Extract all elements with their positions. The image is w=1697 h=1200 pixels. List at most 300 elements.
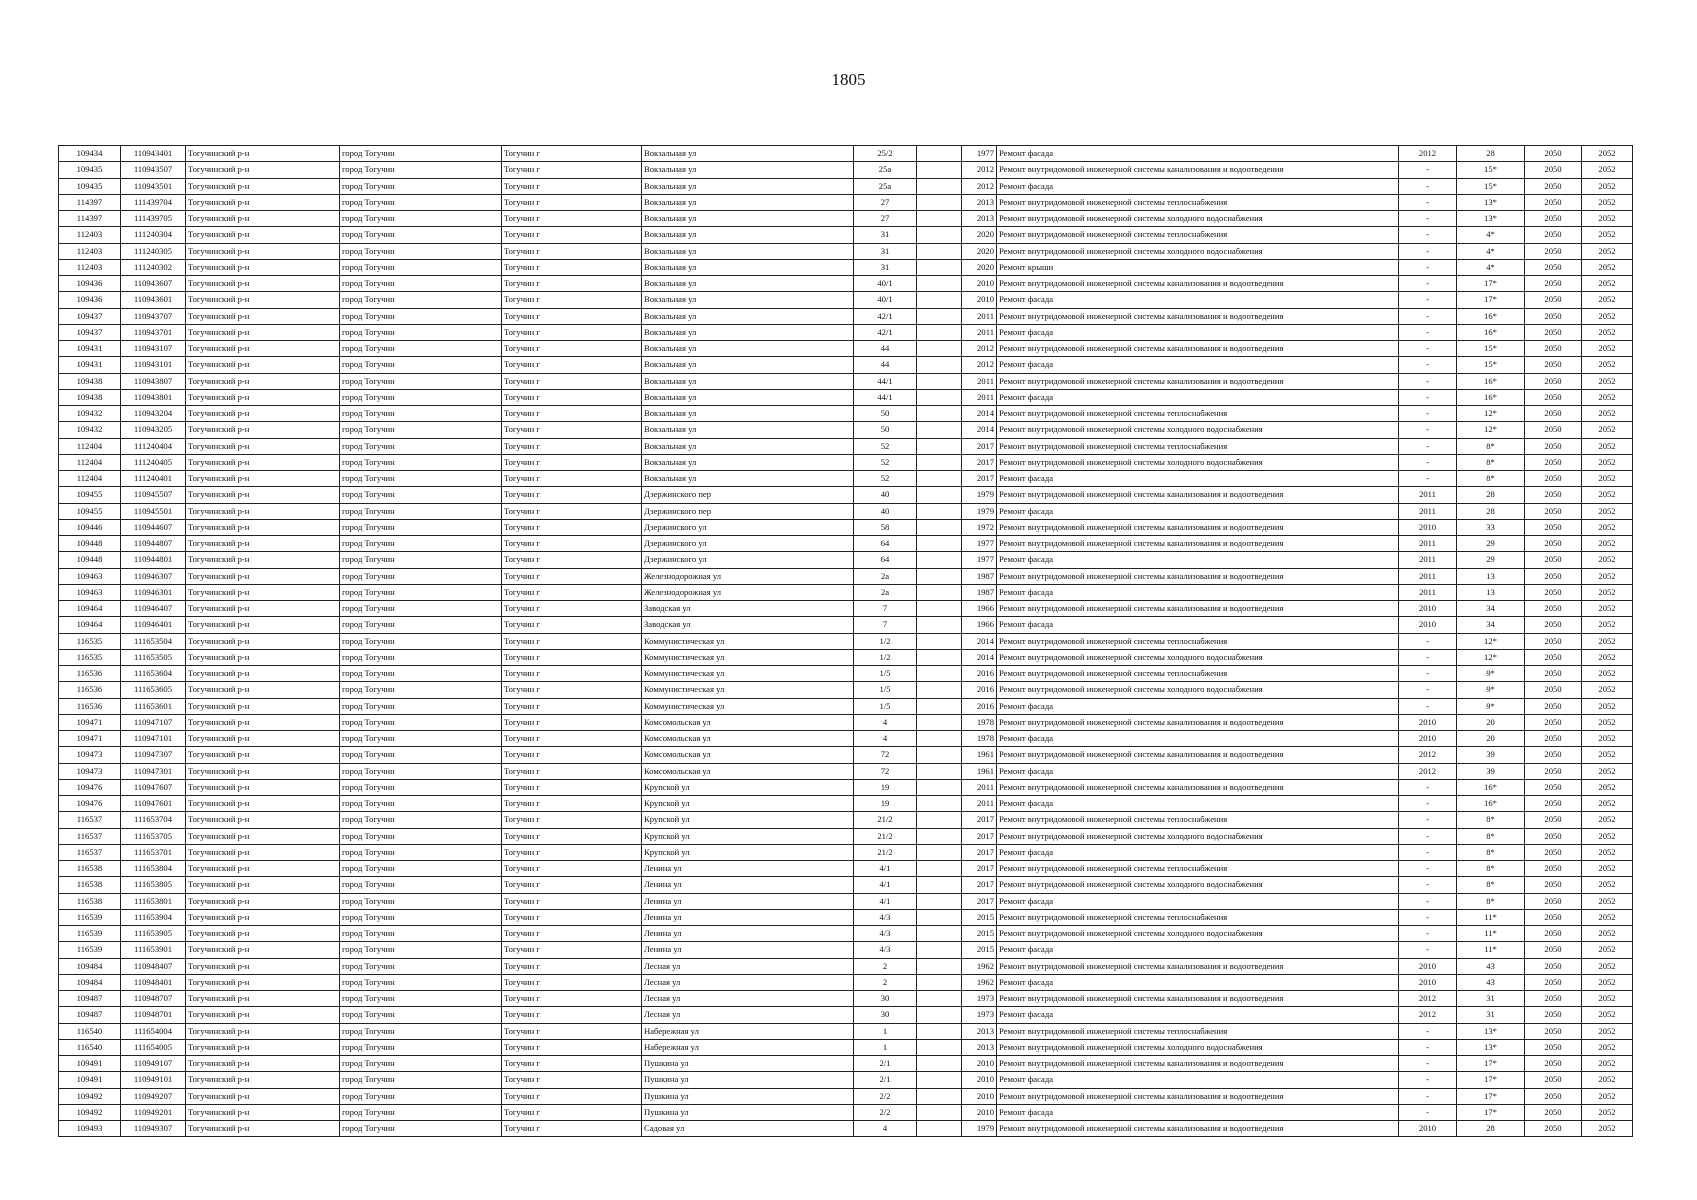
street-cell: Пушкина ул [642,1088,854,1104]
settlement-cell: Тогучин г [502,844,642,860]
district-cell: Тогучинский р-н [186,438,340,454]
district-cell: Тогучинский р-н [186,812,340,828]
build-year-cell: 1977 [962,552,997,568]
build-year-cell: 2010 [962,1104,997,1120]
street-cell: Дзержинского ул [642,536,854,552]
municipality-cell: город Тогучин [340,422,502,438]
work-id-cell: 110947107 [121,714,186,730]
age-cell: 29 [1457,552,1525,568]
plan-end-cell: 2052 [1582,747,1633,763]
street-cell: Вокзальная ул [642,357,854,373]
work-id-cell: 110948701 [121,1007,186,1023]
table-row [59,503,1633,519]
work-type-cell: Ремонт внутридомовой инженерной системы канализования и водоотведения [997,373,1399,389]
municipality-cell: город Тогучин [340,1072,502,1088]
table-row [59,406,1633,422]
table-row [59,276,1633,292]
repair-schedule-table [58,145,1633,1137]
house-number-cell: 72 [854,763,917,779]
work-type-cell: Ремонт внутридомовой инженерной системы канализования и водоотведения [997,341,1399,357]
build-year-cell: 2013 [962,1039,997,1055]
work-type-cell: Ремонт внутридомовой инженерной системы холодного водоснабжения [997,1039,1399,1055]
street-cell: Коммунистическая ул [642,633,854,649]
plan-start-cell: 2050 [1525,584,1582,600]
street-cell: Лесная ул [642,974,854,990]
district-cell: Тогучинский р-н [186,178,340,194]
municipality-cell: город Тогучин [340,324,502,340]
age-cell: 12* [1457,406,1525,422]
plan-start-cell: 2050 [1525,861,1582,877]
build-year-cell: 2016 [962,666,997,682]
municipality-cell: город Тогучин [340,519,502,535]
build-year-cell: 2020 [962,227,997,243]
plan-start-cell: 2050 [1525,568,1582,584]
table-row [59,324,1633,340]
settlement-cell: Тогучин г [502,389,642,405]
build-year-cell: 2013 [962,211,997,227]
blank-cell [917,747,962,763]
age-cell: 16* [1457,373,1525,389]
house-number-cell: 2 [854,974,917,990]
municipality-cell: город Тогучин [340,942,502,958]
table-row [59,536,1633,552]
house-number-cell: 2а [854,568,917,584]
house-number-cell: 64 [854,536,917,552]
street-cell: Комсомольская ул [642,714,854,730]
last-repair-year-cell: 2011 [1399,584,1457,600]
house-id-cell: 109438 [59,373,121,389]
build-year-cell: 2017 [962,471,997,487]
municipality-cell: город Тогучин [340,844,502,860]
age-cell: 13* [1457,194,1525,210]
house-id-cell: 116539 [59,926,121,942]
blank-cell [917,389,962,405]
house-number-cell: 1/5 [854,682,917,698]
table-row [59,471,1633,487]
settlement-cell: Тогучин г [502,779,642,795]
build-year-cell: 1973 [962,991,997,1007]
street-cell: Дзержинского ул [642,552,854,568]
street-cell: Вокзальная ул [642,243,854,259]
house-id-cell: 116536 [59,666,121,682]
district-cell: Тогучинский р-н [186,666,340,682]
blank-cell [917,454,962,470]
plan-start-cell: 2050 [1525,747,1582,763]
work-type-cell: Ремонт фасада [997,146,1399,162]
plan-end-cell: 2052 [1582,714,1633,730]
page-number: 1805 [831,70,866,89]
municipality-cell: город Тогучин [340,1121,502,1137]
work-type-cell: Ремонт фасада [997,178,1399,194]
last-repair-year-cell: - [1399,341,1457,357]
plan-end-cell: 2052 [1582,1056,1633,1072]
plan-end-cell: 2052 [1582,454,1633,470]
age-cell: 13* [1457,1039,1525,1055]
work-id-cell: 110946407 [121,601,186,617]
work-id-cell: 110947301 [121,763,186,779]
district-cell: Тогучинский р-н [186,617,340,633]
table-row [59,909,1633,925]
work-type-cell: Ремонт внутридомовой инженерной системы канализования и водоотведения [997,1121,1399,1137]
house-number-cell: 4/1 [854,877,917,893]
build-year-cell: 2010 [962,1072,997,1088]
house-number-cell: 52 [854,471,917,487]
work-type-cell: Ремонт внутридомовой инженерной системы канализования и водоотведения [997,958,1399,974]
house-number-cell: 19 [854,796,917,812]
settlement-cell: Тогучин г [502,243,642,259]
work-type-cell: Ремонт фасада [997,1072,1399,1088]
plan-end-cell: 2052 [1582,698,1633,714]
settlement-cell: Тогучин г [502,942,642,958]
build-year-cell: 1972 [962,519,997,535]
last-repair-year-cell: - [1399,194,1457,210]
settlement-cell: Тогучин г [502,649,642,665]
work-id-cell: 110946401 [121,617,186,633]
work-type-cell: Ремонт фасада [997,357,1399,373]
house-id-cell: 116540 [59,1023,121,1039]
work-id-cell: 111654005 [121,1039,186,1055]
table-row [59,308,1633,324]
house-id-cell: 109464 [59,617,121,633]
house-number-cell: 1 [854,1039,917,1055]
work-id-cell: 110945507 [121,487,186,503]
work-id-cell: 110946301 [121,584,186,600]
table-row [59,649,1633,665]
district-cell: Тогучинский р-н [186,454,340,470]
blank-cell [917,324,962,340]
work-id-cell: 111654004 [121,1023,186,1039]
house-number-cell: 1/5 [854,666,917,682]
build-year-cell: 2017 [962,828,997,844]
municipality-cell: город Тогучин [340,454,502,470]
age-cell: 4* [1457,243,1525,259]
plan-start-cell: 2050 [1525,893,1582,909]
settlement-cell: Тогучин г [502,162,642,178]
street-cell: Ленина ул [642,942,854,958]
municipality-cell: город Тогучин [340,487,502,503]
work-id-cell: 110943807 [121,373,186,389]
settlement-cell: Тогучин г [502,406,642,422]
house-number-cell: 31 [854,243,917,259]
blank-cell [917,958,962,974]
municipality-cell: город Тогучин [340,926,502,942]
build-year-cell: 2014 [962,406,997,422]
house-number-cell: 25а [854,162,917,178]
age-cell: 15* [1457,341,1525,357]
district-cell: Тогучинский р-н [186,584,340,600]
age-cell: 15* [1457,178,1525,194]
age-cell: 12* [1457,633,1525,649]
street-cell: Ленина ул [642,893,854,909]
age-cell: 16* [1457,796,1525,812]
settlement-cell: Тогучин г [502,1104,642,1120]
work-id-cell: 110949107 [121,1056,186,1072]
blank-cell [917,861,962,877]
plan-start-cell: 2050 [1525,682,1582,698]
build-year-cell: 1966 [962,601,997,617]
street-cell: Лесная ул [642,991,854,1007]
plan-end-cell: 2052 [1582,503,1633,519]
age-cell: 8* [1457,828,1525,844]
work-type-cell: Ремонт фасада [997,292,1399,308]
blank-cell [917,552,962,568]
plan-start-cell: 2050 [1525,877,1582,893]
build-year-cell: 2013 [962,194,997,210]
blank-cell [917,1088,962,1104]
street-cell: Вокзальная ул [642,308,854,324]
district-cell: Тогучинский р-н [186,958,340,974]
last-repair-year-cell: 2012 [1399,747,1457,763]
blank-cell [917,942,962,958]
district-cell: Тогучинский р-н [186,1056,340,1072]
table-row [59,958,1633,974]
house-number-cell: 2а [854,584,917,600]
blank-cell [917,844,962,860]
plan-end-cell: 2052 [1582,584,1633,600]
house-id-cell: 116538 [59,877,121,893]
street-cell: Вокзальная ул [642,438,854,454]
age-cell: 15* [1457,162,1525,178]
work-id-cell: 110949201 [121,1104,186,1120]
last-repair-year-cell: - [1399,682,1457,698]
work-type-cell: Ремонт внутридомовой инженерной системы канализования и водоотведения [997,714,1399,730]
street-cell: Дзержинского пер [642,487,854,503]
house-id-cell: 109484 [59,974,121,990]
settlement-cell: Тогучин г [502,698,642,714]
district-cell: Тогучинский р-н [186,519,340,535]
municipality-cell: город Тогучин [340,276,502,292]
last-repair-year-cell: 2012 [1399,991,1457,1007]
build-year-cell: 2011 [962,373,997,389]
municipality-cell: город Тогучин [340,373,502,389]
age-cell: 13 [1457,568,1525,584]
last-repair-year-cell: - [1399,324,1457,340]
municipality-cell: город Тогучин [340,1023,502,1039]
age-cell: 8* [1457,471,1525,487]
blank-cell [917,162,962,178]
last-repair-year-cell: - [1399,828,1457,844]
street-cell: Ленина ул [642,877,854,893]
plan-end-cell: 2052 [1582,1039,1633,1055]
age-cell: 20 [1457,714,1525,730]
work-type-cell: Ремонт внутридомовой инженерной системы канализования и водоотведения [997,536,1399,552]
house-id-cell: 116540 [59,1039,121,1055]
build-year-cell: 2013 [962,1023,997,1039]
blank-cell [917,926,962,942]
plan-end-cell: 2052 [1582,812,1633,828]
plan-end-cell: 2052 [1582,373,1633,389]
table-row [59,373,1633,389]
plan-start-cell: 2050 [1525,552,1582,568]
district-cell: Тогучинский р-н [186,422,340,438]
last-repair-year-cell: - [1399,243,1457,259]
work-type-cell: Ремонт внутридомовой инженерной системы холодного водоснабжения [997,454,1399,470]
house-id-cell: 109476 [59,779,121,795]
district-cell: Тогучинский р-н [186,1007,340,1023]
blank-cell [917,1007,962,1023]
last-repair-year-cell: - [1399,211,1457,227]
settlement-cell: Тогучин г [502,292,642,308]
build-year-cell: 1966 [962,617,997,633]
table-row [59,259,1633,275]
house-number-cell: 42/1 [854,324,917,340]
last-repair-year-cell: 2010 [1399,601,1457,617]
house-id-cell: 109463 [59,584,121,600]
house-id-cell: 109493 [59,1121,121,1137]
build-year-cell: 2012 [962,357,997,373]
plan-start-cell: 2050 [1525,357,1582,373]
district-cell: Тогучинский р-н [186,974,340,990]
build-year-cell: 2015 [962,942,997,958]
district-cell: Тогучинский р-н [186,942,340,958]
work-id-cell: 110943801 [121,389,186,405]
plan-start-cell: 2050 [1525,666,1582,682]
build-year-cell: 2020 [962,243,997,259]
work-id-cell: 111653705 [121,828,186,844]
house-id-cell: 109492 [59,1104,121,1120]
build-year-cell: 2014 [962,649,997,665]
district-cell: Тогучинский р-н [186,1121,340,1137]
street-cell: Вокзальная ул [642,454,854,470]
municipality-cell: город Тогучин [340,162,502,178]
municipality-cell: город Тогучин [340,991,502,1007]
table-row [59,1007,1633,1023]
plan-start-cell: 2050 [1525,991,1582,1007]
blank-cell [917,601,962,617]
work-type-cell: Ремонт фасада [997,1007,1399,1023]
work-id-cell: 110944607 [121,519,186,535]
plan-start-cell: 2050 [1525,1072,1582,1088]
street-cell: Набережная ул [642,1023,854,1039]
district-cell: Тогучинский р-н [186,259,340,275]
plan-end-cell: 2052 [1582,519,1633,535]
plan-end-cell: 2052 [1582,471,1633,487]
last-repair-year-cell: - [1399,406,1457,422]
blank-cell [917,974,962,990]
house-number-cell: 4/3 [854,942,917,958]
last-repair-year-cell: - [1399,942,1457,958]
district-cell: Тогучинский р-н [186,796,340,812]
house-number-cell: 4/1 [854,861,917,877]
settlement-cell: Тогучин г [502,438,642,454]
work-type-cell: Ремонт внутридомовой инженерной системы канализования и водоотведения [997,601,1399,617]
house-id-cell: 109448 [59,536,121,552]
blank-cell [917,341,962,357]
plan-end-cell: 2052 [1582,276,1633,292]
work-id-cell: 110949307 [121,1121,186,1137]
street-cell: Вокзальная ул [642,471,854,487]
street-cell: Коммунистическая ул [642,682,854,698]
municipality-cell: город Тогучин [340,649,502,665]
district-cell: Тогучинский р-н [186,487,340,503]
district-cell: Тогучинский р-н [186,731,340,747]
house-id-cell: 109491 [59,1072,121,1088]
settlement-cell: Тогучин г [502,763,642,779]
work-id-cell: 110943107 [121,341,186,357]
settlement-cell: Тогучин г [502,1072,642,1088]
work-id-cell: 111240304 [121,227,186,243]
age-cell: 17* [1457,1088,1525,1104]
work-type-cell: Ремонт внутридомовой инженерной системы теплоснабжения [997,861,1399,877]
plan-end-cell: 2052 [1582,861,1633,877]
house-number-cell: 7 [854,617,917,633]
district-cell: Тогучинский р-н [186,763,340,779]
house-number-cell: 2/2 [854,1088,917,1104]
municipality-cell: город Тогучин [340,633,502,649]
age-cell: 28 [1457,503,1525,519]
work-id-cell: 110947101 [121,731,186,747]
last-repair-year-cell: - [1399,1072,1457,1088]
work-id-cell: 111653805 [121,877,186,893]
age-cell: 39 [1457,747,1525,763]
table-row [59,861,1633,877]
municipality-cell: город Тогучин [340,958,502,974]
street-cell: Вокзальная ул [642,259,854,275]
house-number-cell: 2/1 [854,1072,917,1088]
age-cell: 16* [1457,779,1525,795]
district-cell: Тогучинский р-н [186,471,340,487]
last-repair-year-cell: 2011 [1399,536,1457,552]
settlement-cell: Тогучин г [502,308,642,324]
work-id-cell: 110949101 [121,1072,186,1088]
house-number-cell: 1/5 [854,698,917,714]
house-number-cell: 44/1 [854,389,917,405]
work-id-cell: 110944807 [121,536,186,552]
municipality-cell: город Тогучин [340,1039,502,1055]
build-year-cell: 1977 [962,536,997,552]
municipality-cell: город Тогучин [340,796,502,812]
age-cell: 15* [1457,357,1525,373]
street-cell: Вокзальная ул [642,178,854,194]
settlement-cell: Тогучин г [502,519,642,535]
street-cell: Железнодорожная ул [642,584,854,600]
house-id-cell: 109436 [59,276,121,292]
blank-cell [917,649,962,665]
work-type-cell: Ремонт фасада [997,324,1399,340]
last-repair-year-cell: 2010 [1399,1121,1457,1137]
district-cell: Тогучинский р-н [186,389,340,405]
work-type-cell: Ремонт внутридомовой инженерной системы теплоснабжения [997,909,1399,925]
municipality-cell: город Тогучин [340,909,502,925]
blank-cell [917,519,962,535]
settlement-cell: Тогучин г [502,471,642,487]
table-row [59,357,1633,373]
last-repair-year-cell: - [1399,1023,1457,1039]
work-id-cell: 110943607 [121,276,186,292]
house-id-cell: 109491 [59,1056,121,1072]
house-id-cell: 109431 [59,357,121,373]
blank-cell [917,422,962,438]
house-number-cell: 52 [854,438,917,454]
blank-cell [917,259,962,275]
last-repair-year-cell: 2010 [1399,974,1457,990]
house-number-cell: 2 [854,958,917,974]
work-id-cell: 111240404 [121,438,186,454]
last-repair-year-cell: - [1399,1104,1457,1120]
district-cell: Тогучинский р-н [186,324,340,340]
age-cell: 34 [1457,617,1525,633]
last-repair-year-cell: 2012 [1399,146,1457,162]
plan-start-cell: 2050 [1525,471,1582,487]
age-cell: 9* [1457,698,1525,714]
house-number-cell: 25/2 [854,146,917,162]
street-cell: Вокзальная ул [642,422,854,438]
district-cell: Тогучинский р-н [186,194,340,210]
street-cell: Пушкина ул [642,1056,854,1072]
district-cell: Тогучинский р-н [186,292,340,308]
age-cell: 31 [1457,991,1525,1007]
blank-cell [917,308,962,324]
